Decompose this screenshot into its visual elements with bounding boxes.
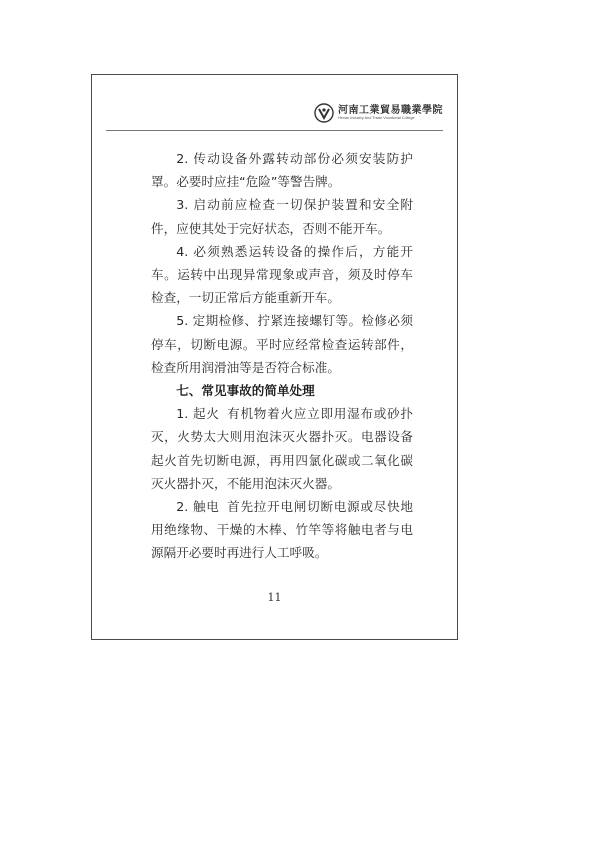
page-number: 11 — [267, 591, 282, 604]
page-body — [151, 147, 413, 565]
section-heading: 七、常见事故的简单处理 — [176, 383, 315, 399]
college-name-block — [338, 105, 443, 121]
accident-term: 1. 起火 — [176, 406, 220, 422]
college-logo-icon — [314, 103, 334, 123]
header-divider — [106, 130, 443, 131]
accident-item-electric-shock — [151, 495, 413, 565]
list-item: 3. 启动前应检查一切保护装置和安全附件，应使其处于完好状态，否则不能开车。 — [151, 197, 413, 236]
accident-text: 有机物着火应立即用湿布或砂扑灭，火势太大则用泡沫灭火器扑灭。电器设备起火首先切断电源，再用四氯化碳或二氧化碳灭火器扑灭，不能用泡沫灭火器。 — [151, 406, 414, 491]
college-name-cn: 河南工業貿易職業學院 — [338, 105, 443, 116]
page-header — [314, 103, 443, 123]
document-page — [91, 74, 458, 640]
accident-term: 2. 触电 — [176, 499, 220, 515]
accident-item-fire — [151, 402, 413, 495]
college-name-en: Henan Industry And Trade Vocational College — [338, 116, 415, 120]
accident-text: 首先拉开电闸切断电源或尽快地用绝缘物、干燥的木棒、竹竿等将触电者与电源隔开必要时再进行人工呼吸。 — [151, 499, 414, 561]
list-item: 4. 必须熟悉运转设备的操作后，方能开车。运转中出现异常现象或声音，须及时停车检查，一切正常后方能重新开车。 — [151, 243, 413, 306]
list-item: 2. 传动设备外露转动部份必须安装防护罩。必要时应挂“危险”等警告牌。 — [151, 151, 413, 190]
list-item: 5. 定期检修、拧紧连接螺钉等。检修必须停车，切断电源。平时应经常检查运转部件，检查所用润滑油等是否符合标准。 — [151, 313, 413, 375]
